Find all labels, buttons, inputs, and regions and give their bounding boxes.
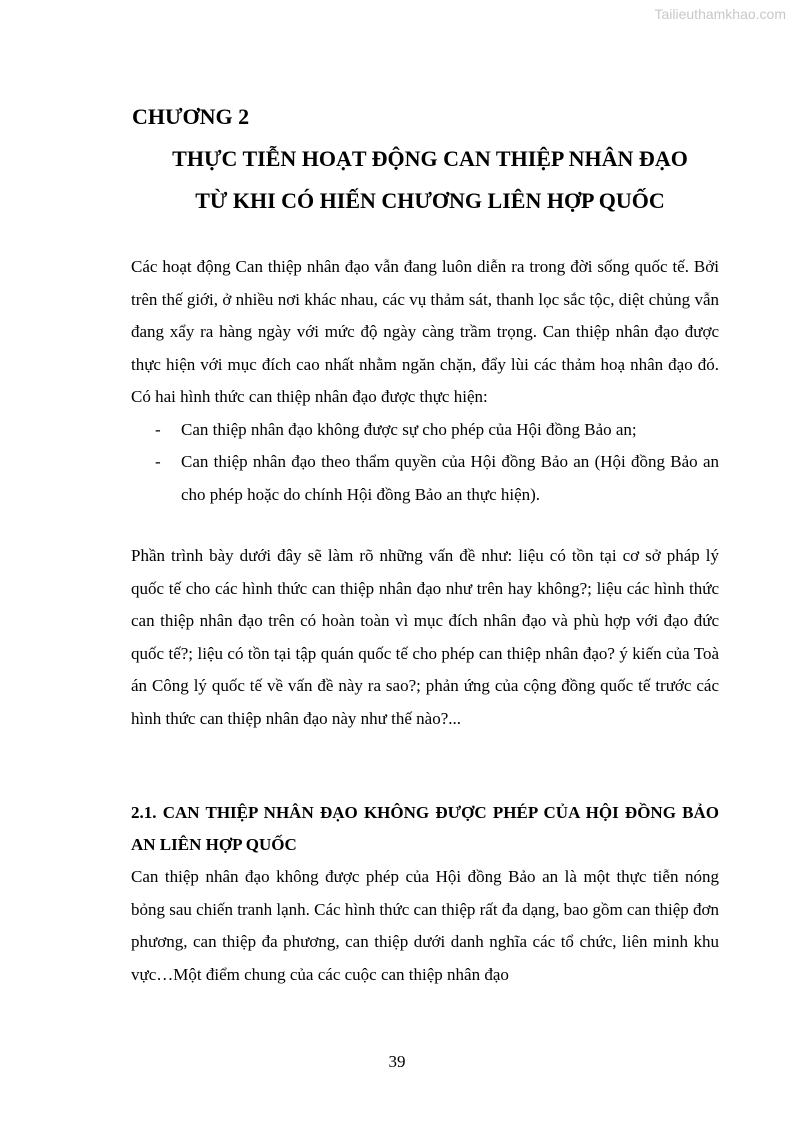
chapter-label: CHƯƠNG 2	[132, 104, 250, 129]
section-paragraph: Can thiệp nhân đạo không được phép của Hội đồng Bảo an là một thực tiễn nóng bỏng sau chiến tranh lạnh. Các hình thức can thiệp rất đa dạng, bao gồm can thiệp đơn phương, can thiệp đa phương, can thiệp dưới danh nghĩa các tổ chức, liên minh khu vực…Một điểm chung của các cuộc can thiệp nhân đạo	[131, 867, 720, 984]
chapter-title-line-2: TỪ KHI CÓ HIẾN CHƯƠNG LIÊN HỢP QUỐC	[195, 188, 665, 213]
section-body	[131, 861, 719, 991]
list-item-marker: -	[155, 452, 161, 471]
section-heading: 2.1. CAN THIỆP NHÂN ĐẠO KHÔNG ĐƯỢC PHÉP CỦA HỘI ĐỒNG BẢO AN LIÊN HỢP QUỐC	[131, 803, 719, 854]
chapter-title	[100, 138, 760, 222]
intro-section	[131, 251, 719, 511]
watermark: Tailieuthamkhao.com	[654, 6, 786, 22]
page-number: 39	[388, 1052, 406, 1071]
list-item-marker: -	[155, 419, 161, 439]
intro-paragraph: Các hoạt động Can thiệp nhân đạo vẫn đang luôn diễn ra trong đời sống quốc tế. Bởi trên thế giới, ở nhiều nơi khác nhau, các vụ thảm sát, thanh lọc sắc tộc, diệt chủng vẫn đang xẩy ra hàng ngày với mức độ ngày càng trầm trọng. Can thiệp nhân đạo được thực hiện với mục đích cao nhất nhằm ngăn chặn, đẩy lùi các thảm hoạ nhân đạo đó. Có hai hình thức can thiệp nhân đạo được thực hiện:	[131, 257, 719, 406]
chapter-title-line-1: THỰC TIỄN HOẠT ĐỘNG CAN THIỆP NHÂN ĐẠO	[172, 146, 688, 171]
list-item-text: Can thiệp nhân đạo theo thẩm quyền của Hội đồng Bảo an (Hội đồng Bảo an cho phép hoặc do chính Hội đồng Bảo an thực hiện).	[181, 452, 719, 504]
intervention-forms-list	[131, 414, 719, 512]
second-section	[131, 540, 719, 735]
list-item	[131, 446, 719, 511]
list-item-text: Can thiệp nhân đạo không được sự cho phép của Hội đồng Bảo an;	[181, 419, 637, 439]
second-paragraph: Phần trình bày dưới đây sẽ làm rõ những vấn đề như: liệu có tồn tại cơ sở pháp lý quốc tế cho các hình thức can thiệp nhân đạo như trên hay không?; liệu các hình thức can thiệp nhân đạo trên có hoàn toàn vì mục đích nhân đạo và phù hợp với đạo đức quốc tế?; liệu có tồn tại tập quán quốc tế cho phép can thiệp nhân đạo? ý kiến của Toà án Công lý quốc tế về vấn đề này ra sao?; phản ứng của cộng đồng quốc tế trước các hình thức can thiệp nhân đạo này như thế nào?...	[131, 546, 719, 728]
list-item	[131, 414, 719, 447]
